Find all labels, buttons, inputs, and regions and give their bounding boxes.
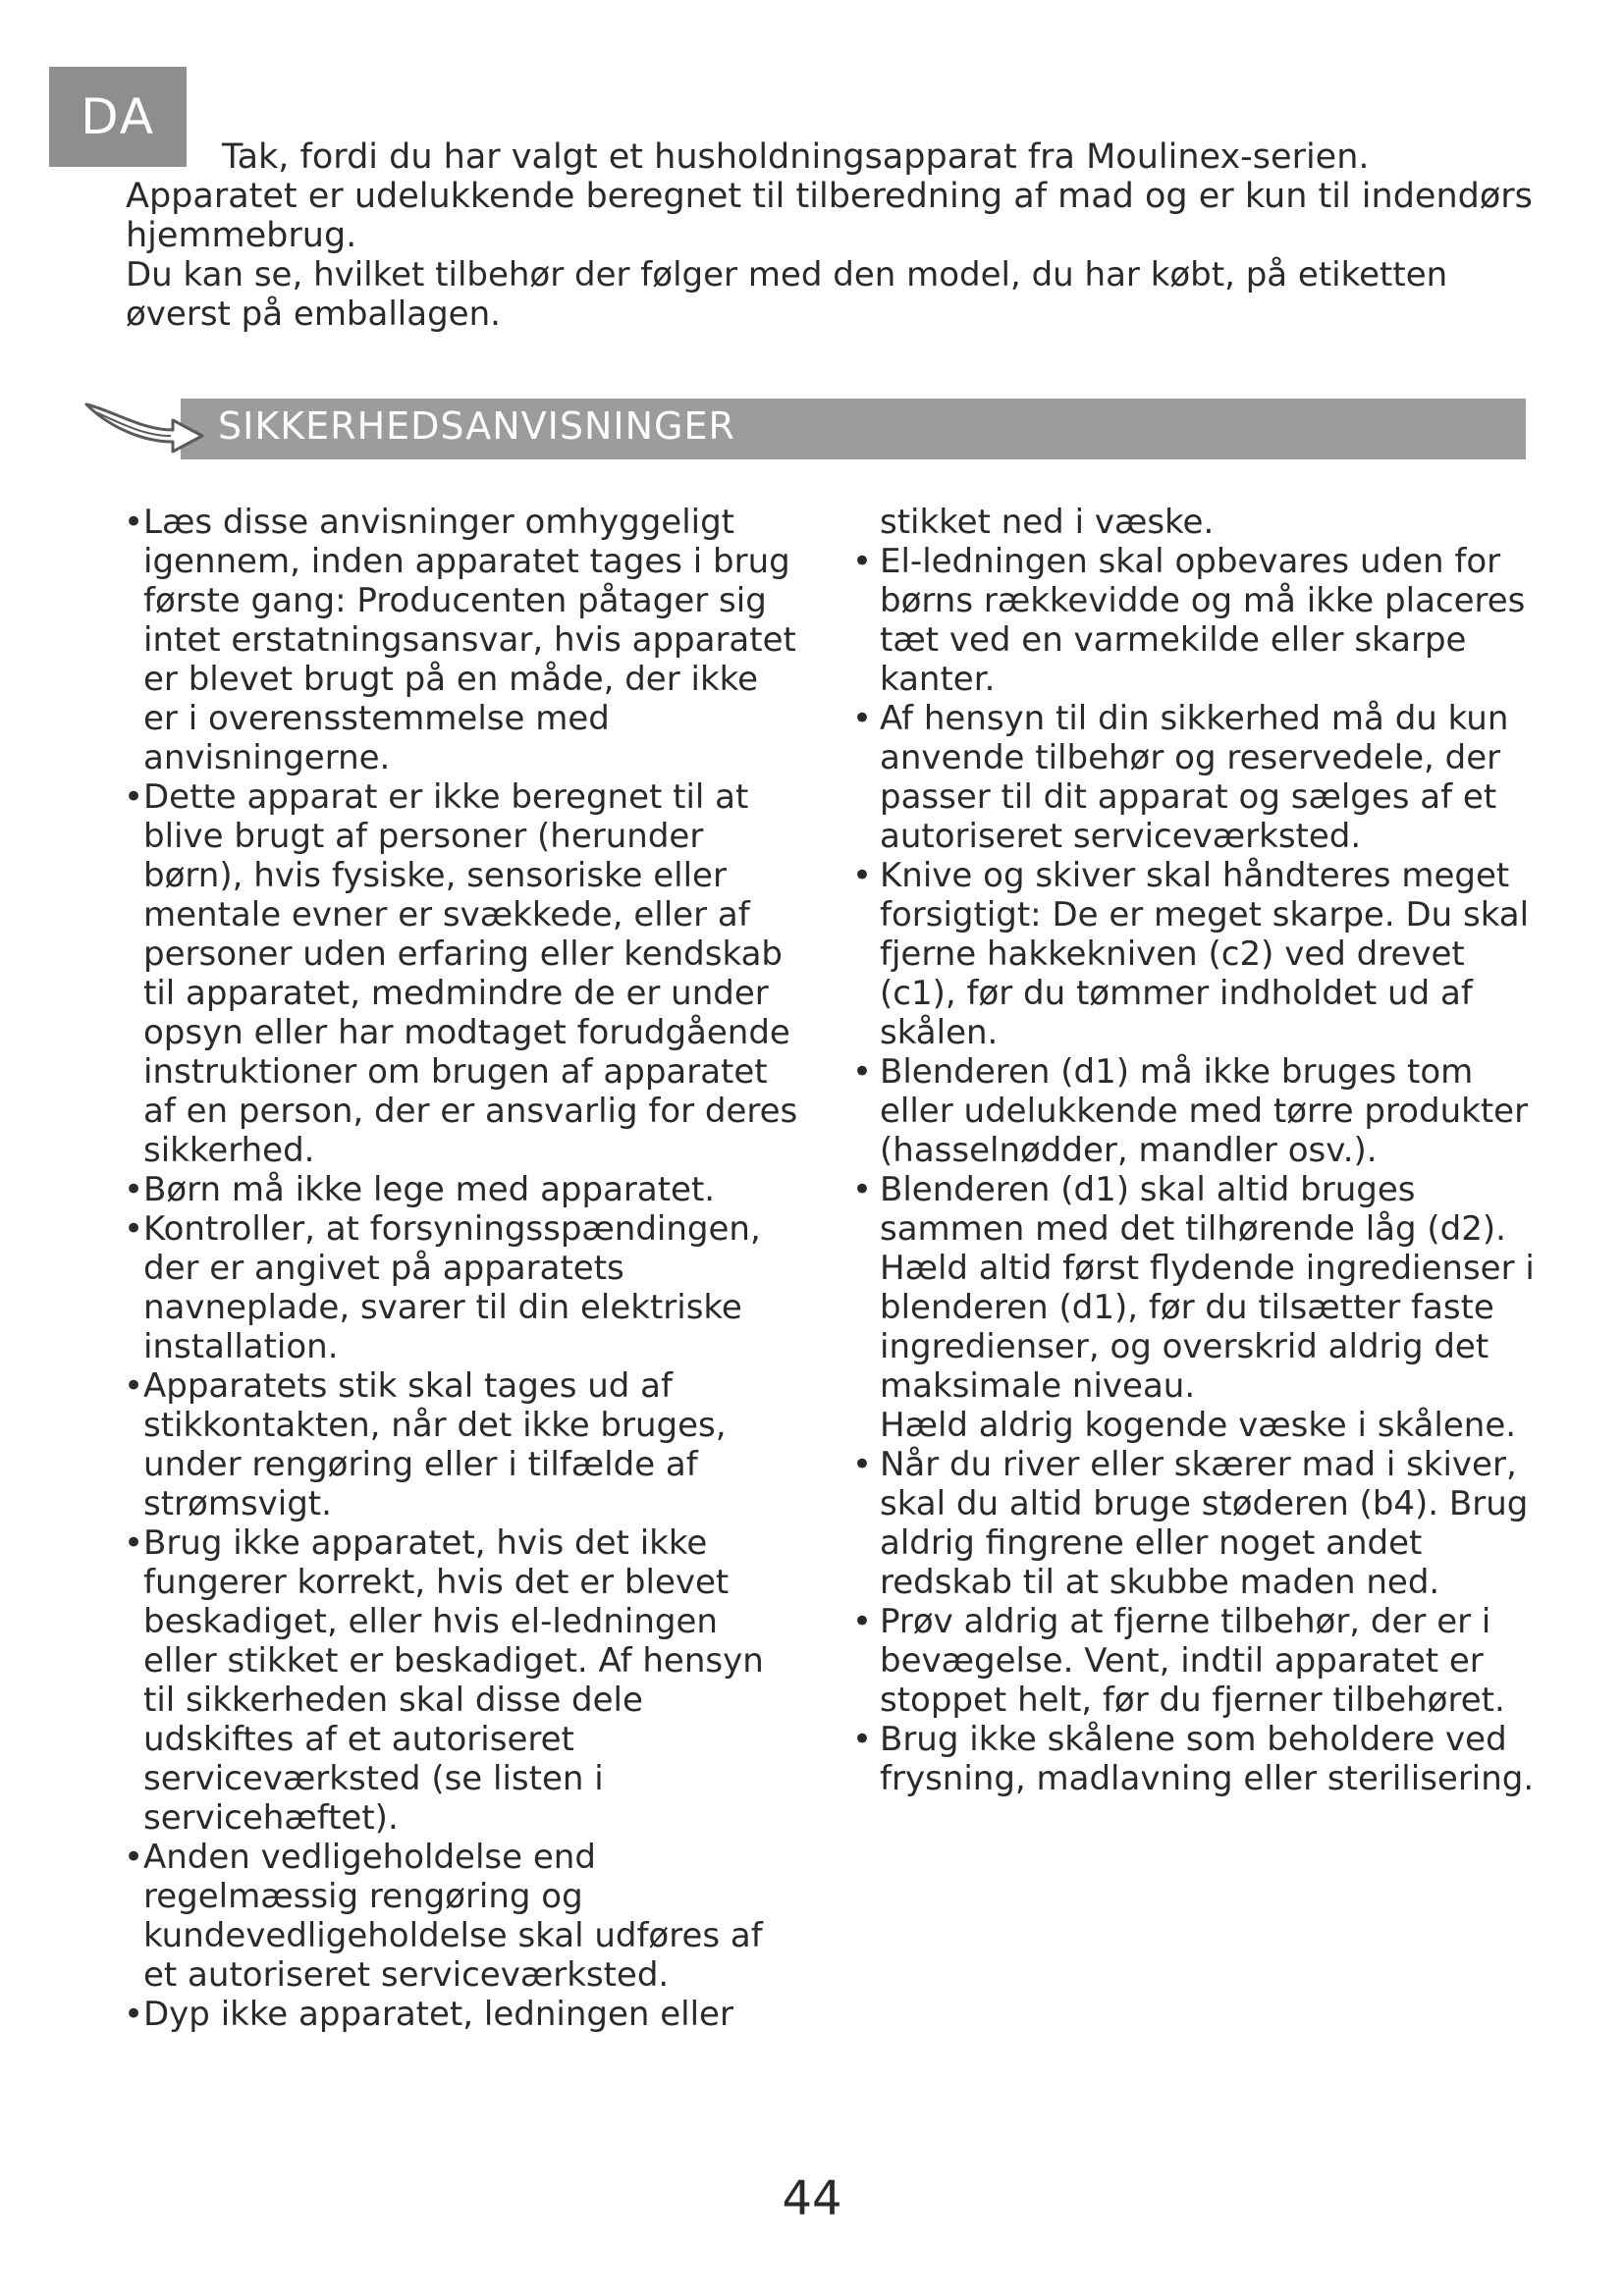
- list-item: [124, 1995, 801, 2034]
- list-item: [124, 1838, 801, 1995]
- list-item-text: El-ledningen skal opbevares uden for børns rækkevidde og må ikke placeres tæt ved en varmekilde eller skarpe kanter.: [880, 542, 1526, 699]
- list-item-text: Prøv aldrig at fjerne tilbehør, der er i bevægelse. Vent, indtil apparatet er stoppet helt, før du fjerner tilbehøret.: [880, 1602, 1505, 1720]
- list-item: [850, 1170, 1538, 1445]
- language-badge: DA: [49, 67, 187, 167]
- list-item: [124, 1170, 801, 1209]
- list-item-text: Af hensyn til din sikkerhed må du kun anvende tilbehør og reservedele, der passer til dit apparat og sælges af et autoriseret serviceværksted.: [880, 699, 1509, 856]
- list-item-subparagraph: Hæld aldrig kogende væske i skålene.: [880, 1406, 1517, 1445]
- list-item: [124, 1366, 801, 1523]
- list-item-text: Kontroller, at forsyningsspændingen, der er angivet på apparatets navneplade, svarer til din elektriske installation.: [143, 1209, 761, 1366]
- list-item-text: Dette apparat er ikke beregnet til at blive brugt af personer (herunder børn), hvis fysiske, sensoriske eller mentale evner er svækkede, eller af personer uden erfaring eller kendskab til apparatet, medmindre de er under opsyn eller har modtaget forudgående instruktioner om brugen af apparatet af en person, der er ansvarlig for deres sikkerhed.: [143, 777, 798, 1170]
- list-item-text: Anden vedligeholdelse end regelmæssig rengøring og kundevedligeholdelse skal udføres af et autoriseret serviceværksted.: [143, 1838, 763, 1995]
- list-item: [850, 856, 1538, 1052]
- list-item: [850, 1720, 1538, 1798]
- list-item: [850, 542, 1538, 699]
- bullet: •: [124, 1995, 144, 2034]
- left-column: [124, 503, 801, 2034]
- bullet: •: [124, 777, 144, 817]
- list-item-subparagraph: Hæld altid først flydende ingredienser i blenderen (d1), før du tilsætter faste ingredienser, og overskrid aldrig det maksimale niveau.: [880, 1249, 1535, 1406]
- list-item-text: Brug ikke apparatet, hvis det ikke fungerer korrekt, hvis det er blevet beskadiget, eller hvis el-ledningen eller stikket er beskadiget. Af hensyn til sikkerheden skal disse dele udskiftes af et autoriseret serviceværksted (se listen i servicehæftet).: [143, 1523, 764, 1838]
- page-number: 44: [782, 2171, 842, 2226]
- bullet: •: [852, 1170, 873, 1209]
- bullet: •: [852, 699, 873, 738]
- bullet: •: [852, 542, 873, 581]
- bullet: •: [852, 1602, 873, 1641]
- bullet: •: [124, 1366, 144, 1406]
- list-item: [850, 699, 1538, 856]
- list-item: [124, 777, 801, 1170]
- section-header: [82, 391, 1526, 459]
- list-item: [850, 1445, 1538, 1602]
- list-item-text: Når du river eller skærer mad i skiver, skal du altid bruge støderen (b4). Brug aldrig fingrene eller noget andet redskab til at skubbe maden ned.: [880, 1445, 1529, 1602]
- intro-paragraph-2: Du kan se, hvilket tilbehør der følger med den model, du har købt, på etiketten øverst på emballagen.: [126, 255, 1448, 334]
- list-item: [124, 1523, 801, 1838]
- list-item-text: Blenderen (d1) må ikke bruges tom eller udelukkende med tørre produkter (hasselnødder, mandler osv.).: [880, 1052, 1529, 1170]
- bullet: •: [124, 503, 144, 542]
- intro-text: [126, 137, 1540, 334]
- intro-line-2: Apparatet er udelukkende beregnet til tilberedning af mad og er kun til indendørs hjemmebrug.: [126, 177, 1533, 255]
- bullet: •: [124, 1170, 144, 1209]
- right-safety-list: [850, 542, 1538, 1798]
- list-item-text: Børn må ikke lege med apparatet.: [143, 1170, 716, 1209]
- bullet: •: [852, 1445, 873, 1484]
- right-column: [850, 503, 1538, 1798]
- list-item: [850, 1052, 1538, 1170]
- section-title: SIKKERHEDSANVISNINGER: [218, 404, 735, 448]
- list-item-text: Knive og skiver skal håndteres meget forsigtigt: De er meget skarpe. Du skal fjerne hakkekniven (c2) ved drevet (c1), før du tømmer indholdet ud af skålen.: [880, 856, 1530, 1052]
- bullet: •: [124, 1523, 144, 1563]
- bullet: •: [852, 1052, 873, 1092]
- bullet: •: [124, 1838, 144, 1877]
- continuation-text: stikket ned i væske.: [880, 503, 1215, 542]
- bullet: •: [124, 1209, 144, 1249]
- list-item: [124, 503, 801, 777]
- list-item: [124, 1209, 801, 1366]
- list-item-text: Dyp ikke apparatet, ledningen eller: [143, 1995, 733, 2034]
- swoosh-arrow-icon: [82, 391, 210, 459]
- left-safety-list: [124, 503, 801, 2034]
- list-item-text: Apparatets stik skal tages ud af stikkontakten, når det ikke bruges, under rengøring eller i tilfælde af strømsvigt.: [143, 1366, 727, 1523]
- list-item-text: Brug ikke skålene som beholdere ved frysning, madlavning eller sterilisering.: [880, 1720, 1535, 1798]
- bullet: •: [852, 856, 873, 895]
- list-item-text: Læs disse anvisninger omhyggeligt igennem, inden apparatet tages i brug første gang: Producenten påtager sig intet erstatningsansvar, hvis apparatet er blevet brugt på en måde, der ikke er i overensstemmelse med anvisningerne.: [143, 503, 796, 777]
- list-item: [850, 1602, 1538, 1720]
- intro-line-1: Tak, fordi du har valgt et husholdningsapparat fra Moulinex-serien.: [222, 137, 1370, 177]
- bullet: •: [852, 1720, 873, 1759]
- list-item-text: Blenderen (d1) skal altid bruges sammen med det tilhørende låg (d2).: [880, 1170, 1506, 1249]
